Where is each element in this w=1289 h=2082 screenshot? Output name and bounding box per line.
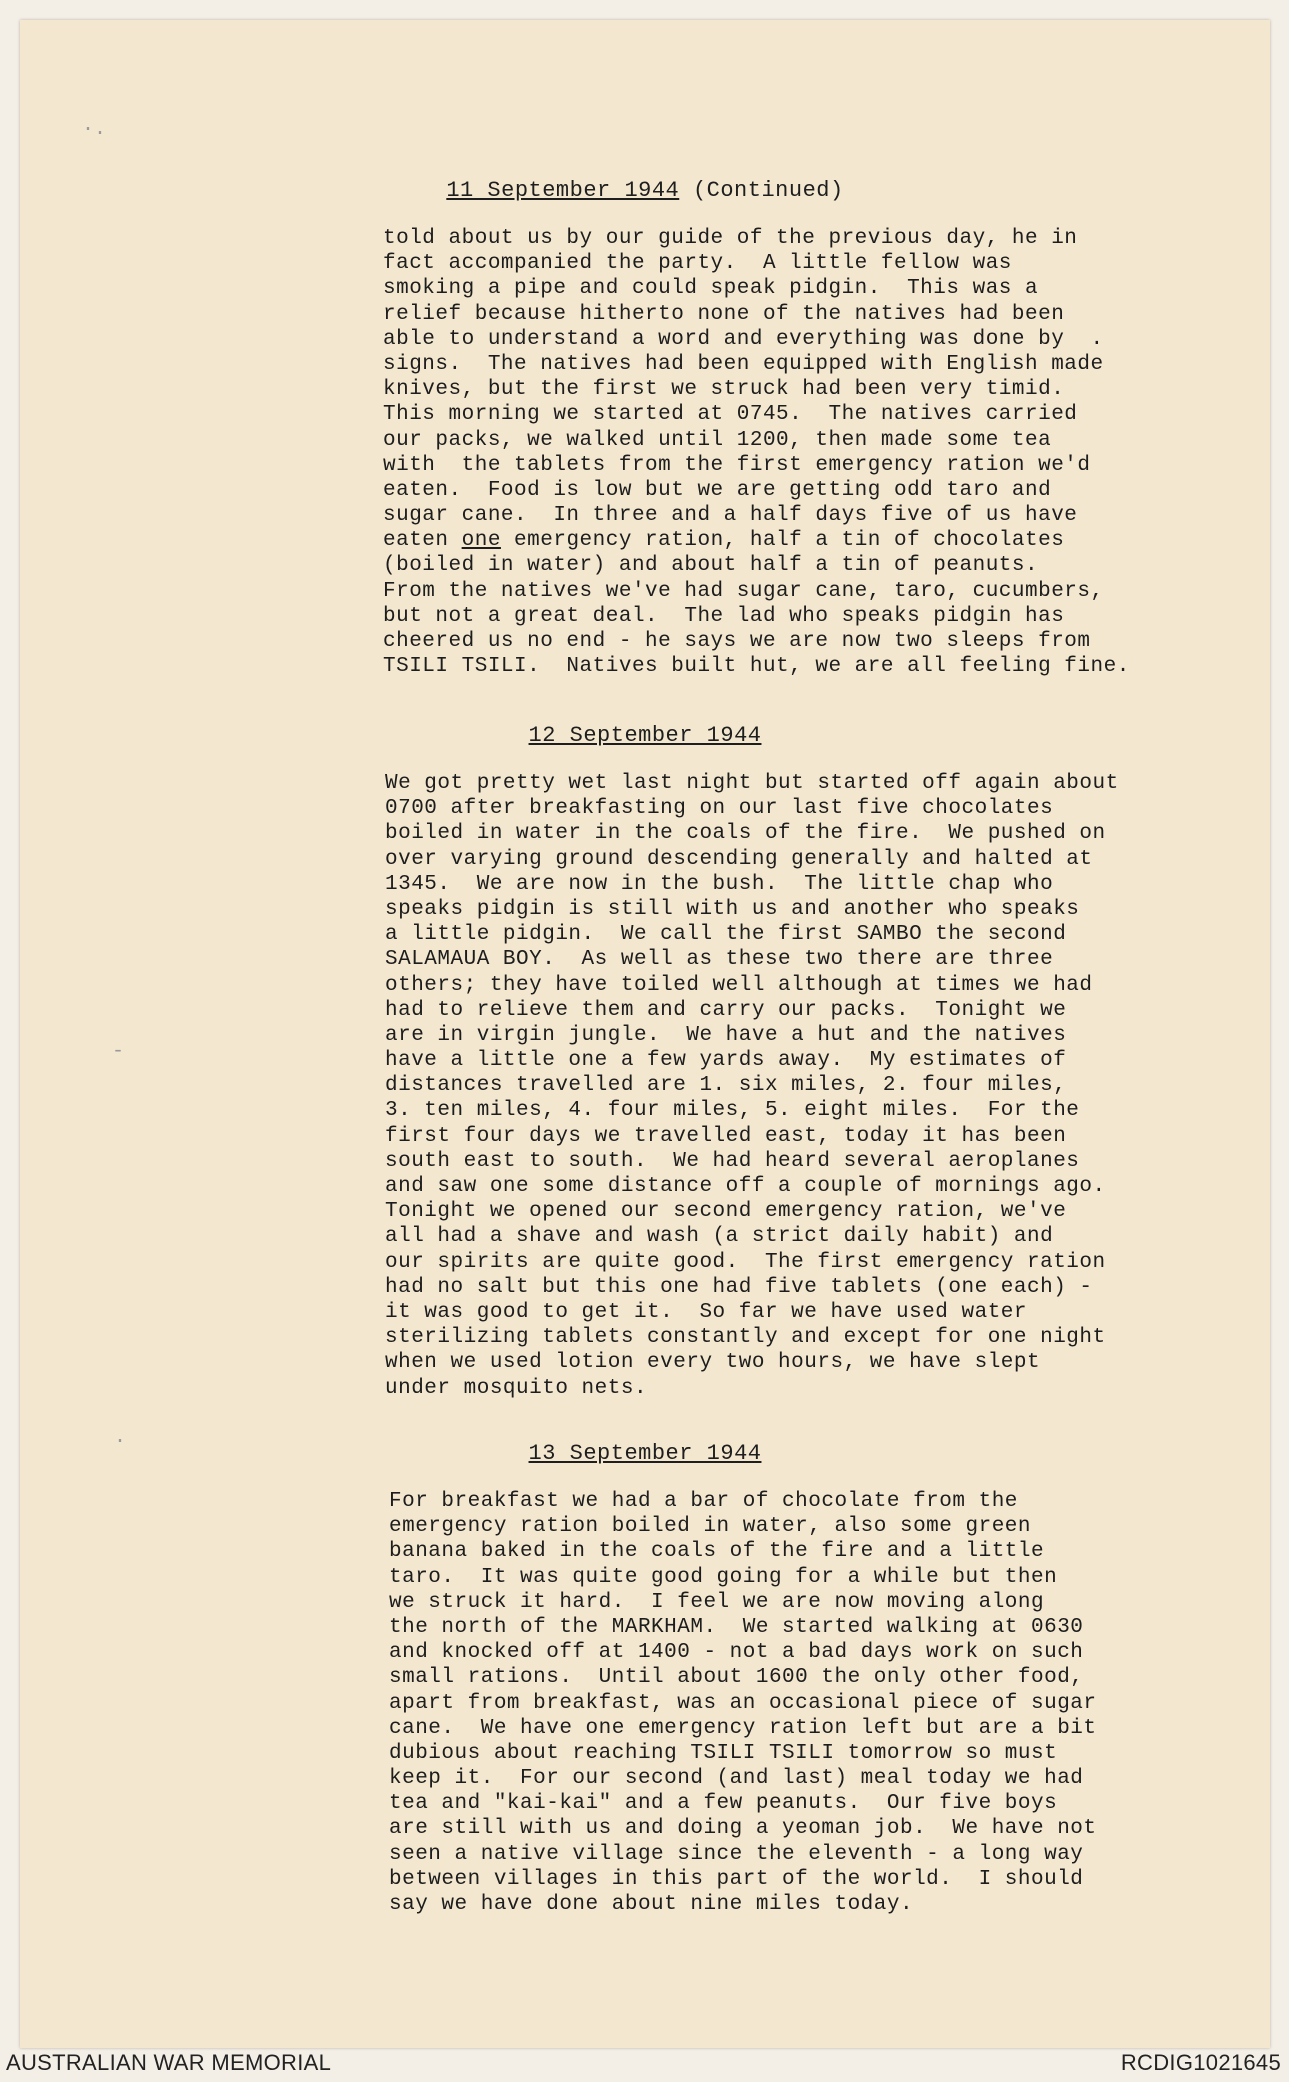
text-line: banana baked in the coals of the fire and a little xyxy=(389,1540,1045,1564)
text-line: emergency ration boiled in water, also some green xyxy=(389,1515,1032,1539)
text-line: told about us by our guide of the previous day, he in xyxy=(383,227,1078,250)
text-line: knives, but the first we struck had been very timid. xyxy=(383,378,1065,402)
entry-heading-11-sept xyxy=(20,178,1270,203)
text-line: the north of the MARKHAM. We started walking at 0630 xyxy=(389,1615,1084,1639)
text-line: SALAMAUA BOY. As well as these two there are three xyxy=(385,948,1054,972)
text-line: seen a native village since the eleventh - a long way xyxy=(389,1842,1084,1866)
page-mark: ·. xyxy=(82,118,107,141)
text-line: able to understand a word and everything was done by . xyxy=(383,327,1104,351)
text-line: and saw one some distance off a couple of mornings ago. xyxy=(385,1175,1106,1198)
text-line: dubious about reaching TSILI TSILI tomorrow so must xyxy=(389,1741,1058,1765)
text-line: taro. It was quite good going for a while but then xyxy=(389,1565,1058,1589)
text-line: cane. We have one emergency ration left but are a bit xyxy=(389,1716,1097,1740)
text-line: our packs, we walked until 1200, then made some tea xyxy=(383,428,1052,452)
text-line: when we used lotion every two hours, we have slept xyxy=(385,1351,1041,1375)
text-line: relief because hitherto none of the natives had been xyxy=(383,302,1065,326)
text-line: are still with us and doing a yeoman job. We have not xyxy=(389,1817,1097,1841)
text-line: keep it. For our second (and last) meal today we had xyxy=(389,1767,1084,1791)
entry-heading-13-sept xyxy=(20,1441,1270,1466)
text-line: This morning we started at 0745. The natives carried xyxy=(383,403,1078,427)
text-line: tea and "kai-kai" and a few peanuts. Our five boys xyxy=(389,1792,1058,1816)
text-line: signs. The natives had been equipped with English made xyxy=(383,352,1104,376)
text-line: For breakfast we had a bar of chocolate from the xyxy=(389,1490,1018,1513)
text-line: it was good to get it. So far we have used water xyxy=(385,1300,1028,1324)
text-line: had no salt but this one had five tablets (one each) - xyxy=(385,1275,1093,1299)
text-line: boiled in water in the coals of the fire. We pushed on xyxy=(385,822,1106,846)
text-line: sterilizing tablets constantly and except for one night xyxy=(385,1326,1106,1350)
footer-record-id: RCDIG1021645 xyxy=(1120,2050,1281,2075)
entry-body-11-sept xyxy=(383,226,1130,679)
footer-institution: AUSTRALIAN WAR MEMORIAL xyxy=(6,2050,332,2075)
text-line: From the natives we've had sugar cane, taro, cucumbers, xyxy=(383,579,1104,603)
text-line: 3. ten miles, 4. four miles, 5. eight miles. For the xyxy=(385,1099,1080,1123)
text-line: but not a great deal. The lad who speaks pidgin has xyxy=(383,604,1065,628)
text-line: small rations. Until about 1600 the only other food, xyxy=(389,1666,1084,1690)
page-mark: · xyxy=(114,1430,127,1453)
text-line: with the tablets from the first emergency ration we'd xyxy=(383,453,1091,477)
text-line: We got pretty wet last night but started off again about xyxy=(385,772,1119,795)
text-line: eaten one emergency ration, half a tin of chocolates xyxy=(383,529,1065,553)
text-line: over varying ground descending generally and halted at xyxy=(385,847,1093,871)
text-line: had to relieve them and carry our packs. Tonight we xyxy=(385,998,1067,1022)
text-line: say we have done about nine miles today. xyxy=(389,1893,914,1916)
text-line: have a little one a few yards away. My estimates of xyxy=(385,1049,1067,1073)
text-line: apart from breakfast, was an occasional piece of sugar xyxy=(389,1691,1097,1715)
text-line: our spirits are quite good. The first emergency ration xyxy=(385,1250,1106,1274)
text-line: eaten. Food is low but we are getting odd taro and xyxy=(383,478,1052,502)
text-line: 1345. We are now in the bush. The little chap who xyxy=(385,872,1054,896)
entry-date: 12 September 1944 xyxy=(528,723,762,748)
text-line: smoking a pipe and could speak pidgin. This was a xyxy=(383,277,1039,301)
text-line: Tonight we opened our second emergency ration, we've xyxy=(385,1200,1067,1224)
page-mark: - xyxy=(112,1040,125,1063)
text-line: others; they have toiled well although at times we had xyxy=(385,973,1093,997)
underlined-word: one xyxy=(461,529,501,553)
text-line: (boiled in water) and about half a tin of peanuts. xyxy=(383,554,1039,578)
text-line: TSILI TSILI. Natives built hut, we are all feeling fine. xyxy=(383,655,1130,679)
entry-date: 11 September 1944 xyxy=(446,178,680,203)
diary-page xyxy=(20,20,1270,2048)
text-line: speaks pidgin is still with us and another who speaks xyxy=(385,897,1080,921)
text-line: sugar cane. In three and a half days five of us have xyxy=(383,504,1078,528)
entry-heading-suffix: (Continued) xyxy=(679,178,844,203)
entry-body-13-sept xyxy=(389,1489,1097,1917)
text-line: 0700 after breakfasting on our last five chocolates xyxy=(385,797,1054,821)
text-line: distances travelled are 1. six miles, 2. four miles, xyxy=(385,1074,1067,1098)
text-line: we struck it hard. I feel we are now moving along xyxy=(389,1590,1045,1614)
text-line: and knocked off at 1400 - not a bad days work on such xyxy=(389,1641,1084,1665)
text-line: south east to south. We had heard several aeroplanes xyxy=(385,1149,1080,1173)
entry-heading-12-sept xyxy=(20,723,1270,748)
text-line: all had a shave and wash (a strict daily habit) and xyxy=(385,1225,1054,1249)
entry-date: 13 September 1944 xyxy=(528,1441,762,1466)
text-line: cheered us no end - he says we are now two sleeps from xyxy=(383,630,1091,653)
text-line: fact accompanied the party. A little fellow was xyxy=(383,252,1012,276)
text-line: under mosquito nets. xyxy=(385,1376,648,1400)
text-line: are in virgin jungle. We have a hut and the natives xyxy=(385,1023,1067,1047)
text-line: a little pidgin. We call the first SAMBO the second xyxy=(385,923,1067,947)
entry-body-12-sept xyxy=(385,771,1119,1401)
text-line: between villages in this part of the world. I should xyxy=(389,1867,1084,1891)
text-line: first four days we travelled east, today it has been xyxy=(385,1124,1067,1148)
